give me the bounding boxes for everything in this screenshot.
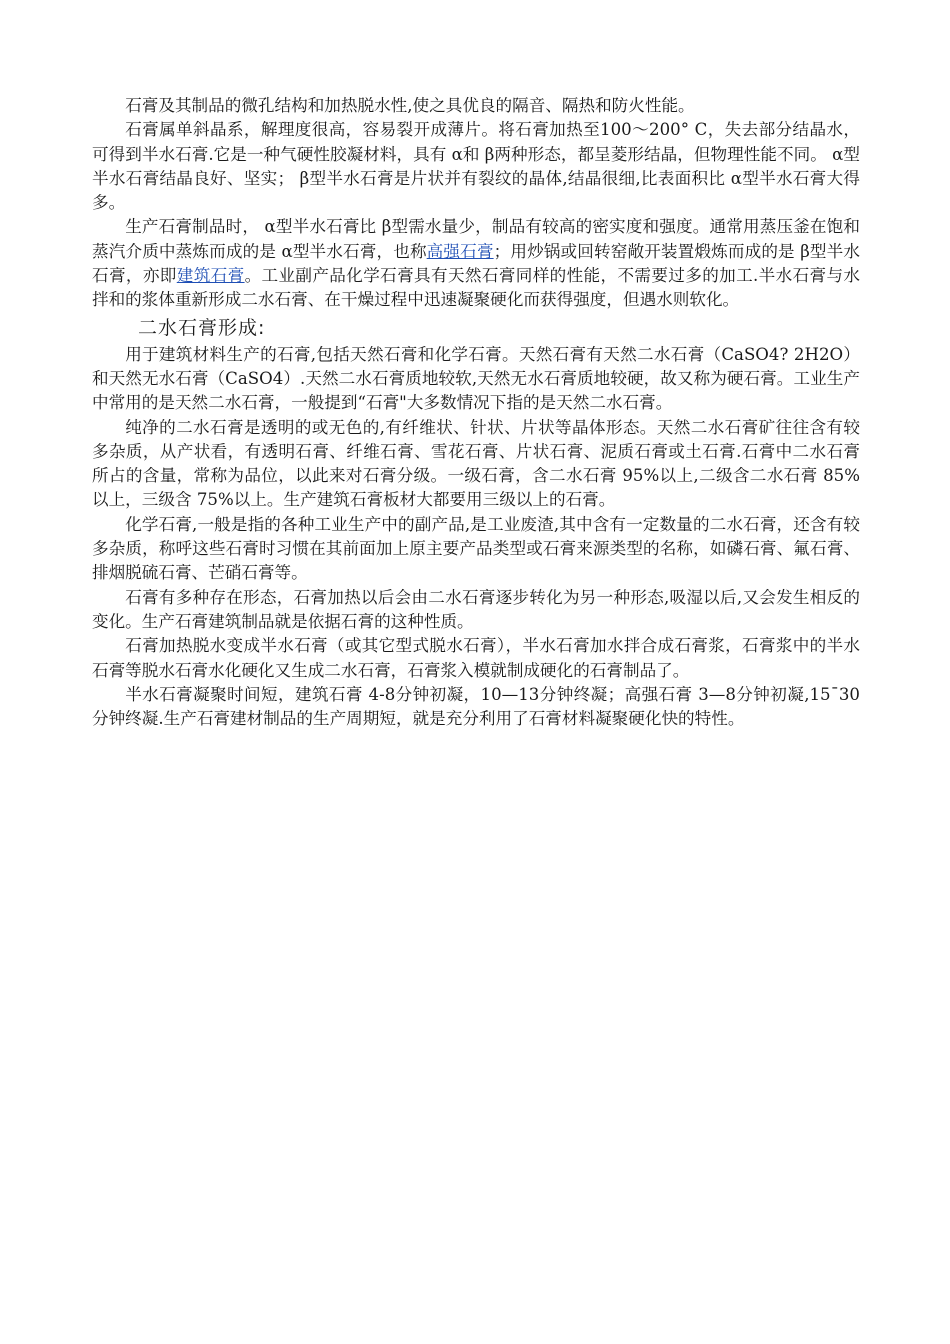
link-high-strength-gypsum[interactable]: 高强石膏 bbox=[426, 241, 494, 261]
paragraph-text-part: 。工业副产品化学石膏具有天然石膏同样的性能，不需要过多的加工.半水石膏与水拌和的浆体重新形成二水石膏、在干燥过程中迅速凝聚硬化而获得强度，但遇水则软化。 bbox=[92, 266, 861, 310]
paragraph-text-part: ；用炒锅或回转窑敞开装置煅炼而成的是 β型半水石膏，亦即 bbox=[92, 241, 860, 286]
document-body bbox=[92, 94, 860, 731]
paragraph-chemical-gypsum: 化学石膏,一般是指的各种工业生产中的副产品,是工业废渣,其中含有一定数量的二水石膏，还含有较多杂质，称呼这些石膏时习惯在其前面加上原主要产品类型或石膏来源类型的名称，如磷石膏、氟石膏、排烟脱硫石膏、芒硝石膏等。 bbox=[92, 514, 860, 583]
paragraph-text-part: 生产石膏制品时， α型半水石膏比 β型需水量少，制品有较高的密实度和强度。通常用蒸压釜在饱和蒸汽介质中蒸炼而成的是 α型半水石膏，也称 bbox=[92, 217, 860, 261]
paragraph-properties: 石膏及其制品的微孔结构和加热脱水性,使之具优良的隔音、隔热和防火性能。 bbox=[125, 96, 695, 115]
paragraph-dehydration: 石膏加热脱水变成半水石膏（或其它型式脱水石膏），半水石膏加水拌合成石膏浆，石膏浆中的半水石膏等脱水石膏水化硬化又生成二水石膏，石膏浆入模就制成硬化的石膏制品了。 bbox=[92, 636, 860, 680]
paragraph-production bbox=[92, 215, 860, 312]
paragraph-natural-gypsum: 用于建筑材料生产的石膏,包括天然石膏和化学石膏。天然石膏有天然二水石膏（CaSO4? 2H2O）和天然无水石膏（CaSO4）.天然二水石膏质地较软,天然无水石膏质地较硬，故又称为硬石膏。工业生产中常用的是天然二水石膏，一般提到“石膏"大多数情况下指的是天然二水石膏。 bbox=[92, 344, 860, 413]
paragraph-crystal-system: 石膏属单斜晶系，解理度很高，容易裂开成薄片。将石膏加热至100～200° C，失去部分结晶水，可得到半水石膏.它是一种气硬性胶凝材料，具有 α和 β两种形态，都呈菱形结晶，但物理性能不同。 α型半水石膏结晶良好、坚实； β型半水石膏是片状并有裂纹的晶体,结晶很细,比表面积比 α型半水石膏大得多。 bbox=[92, 120, 860, 213]
section-heading: 二水石膏形成: bbox=[138, 316, 266, 339]
link-building-gypsum[interactable]: 建筑石膏 bbox=[176, 266, 245, 286]
paragraph-pure-gypsum: 纯净的二水石膏是透明的或无色的,有纤维状、针状、片状等晶体形态。天然二水石膏矿往往含有较多杂质，从产状看，有透明石膏、纤维石膏、雪花石膏、片状石膏、泥质石膏或土石膏.石膏中二水石膏所占的含量，常称为品位，以此来对石膏分级。一级石膏，含二水石膏 95%以上,二级含二水石膏 85%以上，三级含 75%以上。生产建筑石膏板材大都要用三级以上的石膏。 bbox=[92, 417, 860, 510]
paragraph-setting-time: 半水石膏凝聚时间短，建筑石膏 4-8分钟初凝，10—13分钟终凝；高强石膏 3—8分钟初凝,15¯30分钟终凝.生产石膏建材制品的生产周期短，就是充分利用了石膏材料凝聚硬化快的特性。 bbox=[92, 684, 860, 729]
paragraph-forms: 石膏有多种存在形态，石膏加热以后会由二水石膏逐步转化为另一种形态,吸湿以后,又会发生相反的变化。生产石膏建筑制品就是依据石膏的这种性质。 bbox=[92, 587, 860, 631]
